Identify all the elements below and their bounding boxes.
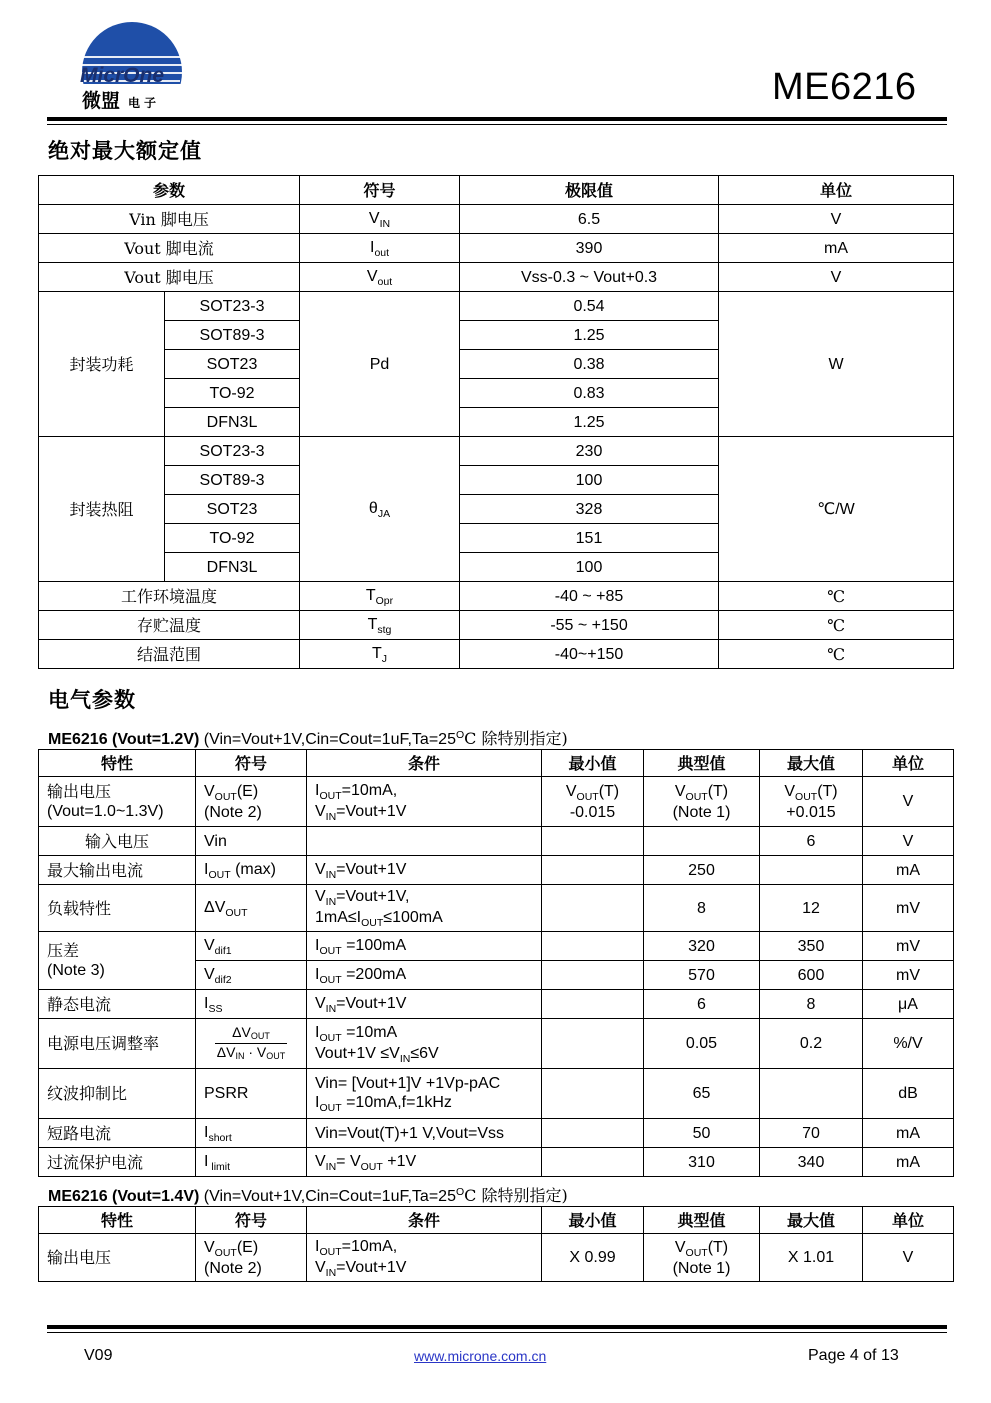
param-cell: 存贮温度 <box>39 611 300 640</box>
condition-cell: $I_{OUT}=10mA$, $V_{IN}=Vout+1V$ <box>307 1234 542 1282</box>
max-cell: 340 <box>760 1148 863 1177</box>
typ-cell: 65 <box>644 1069 760 1119</box>
min-cell <box>542 1148 644 1177</box>
unit-cell: V <box>719 263 954 292</box>
header-rule <box>47 117 947 121</box>
col-header-symbol: 符号 <box>196 1207 307 1234</box>
param-cell: Vout 脚电流 <box>39 234 300 263</box>
table-row <box>39 234 954 263</box>
col-header-char: 特性 <box>39 750 196 777</box>
condition-cell: $I_{OUT} =200mA$ <box>307 961 542 990</box>
typ-cell: 8 <box>644 885 760 932</box>
char-cell: 输出电压 <box>39 1234 196 1282</box>
typ-cell <box>644 827 760 856</box>
symbol-cell: $T_{stg}$ <box>300 611 460 640</box>
char-cell: 静态电流 <box>39 990 196 1019</box>
value-cell: 100 <box>460 466 719 495</box>
value-cell: 390 <box>460 234 719 263</box>
symbol-cell: $T_J$ <box>300 640 460 669</box>
char-cell: 输出电压 (Vout=1.0~1.3V) <box>39 777 196 827</box>
table-row <box>39 932 954 961</box>
col-header-symbol: 符号 <box>196 750 307 777</box>
char-cell: 输入电压 <box>39 827 196 856</box>
microne-logo <box>78 20 190 112</box>
col-header-char: 特性 <box>39 1207 196 1234</box>
min-cell <box>542 961 644 990</box>
min-cell: $V_{OUT}(T)$ -0.015 <box>542 777 644 827</box>
symbol-cell: $I_{out}$ <box>300 234 460 263</box>
col-header-symbol: 符号 <box>300 176 460 205</box>
col-header-condition: 条件 <box>307 1207 542 1234</box>
typ-cell: 570 <box>644 961 760 990</box>
package-cell: SOT89-3 <box>165 466 300 495</box>
table-row <box>39 990 954 1019</box>
unit-cell: mV <box>863 961 954 990</box>
value-cell: Vss-0.3 ~ Vout+0.3 <box>460 263 719 292</box>
max-cell: 12 <box>760 885 863 932</box>
table-row <box>39 611 954 640</box>
logo-wordmark: MicrOne <box>80 64 165 87</box>
symbol-cell: $I_{short}$ <box>196 1119 307 1148</box>
table-row <box>39 1019 954 1069</box>
unit-cell: %/V <box>863 1019 954 1069</box>
table-row <box>39 582 954 611</box>
char-cell: 最大输出电流 <box>39 856 196 885</box>
symbol-cell: $I_{SS}$ <box>196 990 307 1019</box>
unit-cell: ℃ <box>719 640 954 669</box>
package-cell: SOT89-3 <box>165 321 300 350</box>
col-header-max: 最大值 <box>760 750 863 777</box>
package-cell: SOT23 <box>165 350 300 379</box>
symbol-cell: $V_{dif1}$ <box>196 932 307 961</box>
unit-cell: mA <box>863 856 954 885</box>
max-cell: 6 <box>760 827 863 856</box>
char-cell: 过流保护电流 <box>39 1148 196 1177</box>
table-row <box>39 885 954 932</box>
symbol-cell: $V_{OUT}(E)$ (Note 2) <box>196 1234 307 1282</box>
doc-title: ME6216 <box>772 66 917 108</box>
condition-cell: $V_{IN}=Vout+1V$ <box>307 856 542 885</box>
max-cell: $V_{OUT}(T)$ +0.015 <box>760 777 863 827</box>
symbol-cell: Pd <box>300 292 460 437</box>
col-header-param: 参数 <box>39 176 300 205</box>
typ-cell: $V_{OUT}(T)$ (Note 1) <box>644 777 760 827</box>
package-cell: DFN3L <box>165 408 300 437</box>
table-row <box>39 205 954 234</box>
char-cell: 压差 (Note 3) <box>39 932 196 990</box>
col-header-min: 最小值 <box>542 750 644 777</box>
value-cell: -55 ~ +150 <box>460 611 719 640</box>
min-cell <box>542 885 644 932</box>
package-cell: SOT23-3 <box>165 437 300 466</box>
value-cell: -40~+150 <box>460 640 719 669</box>
condition-cell: $I_{OUT} =100mA$ <box>307 932 542 961</box>
value-cell: 100 <box>460 553 719 582</box>
unit-cell: W <box>719 292 954 437</box>
table-row <box>39 777 954 827</box>
symbol-cell: $\Delta V_{OUT}$ <box>196 885 307 932</box>
typ-cell: 0.05 <box>644 1019 760 1069</box>
max-cell: 0.2 <box>760 1019 863 1069</box>
min-cell <box>542 932 644 961</box>
test-conditions-2: ME6216 (Vout=1.4V) ($Vin=Vout+1V,Cin=Cout=1uF,Ta=25^OC$ 除特别指定) <box>48 1186 568 1205</box>
symbol-cell: $T_{Opr}$ <box>300 582 460 611</box>
unit-cell: ℃ <box>719 611 954 640</box>
elec-header-row <box>39 1207 954 1234</box>
value-cell: 0.38 <box>460 350 719 379</box>
condition-cell: $V_{IN}=Vout+1V$ <box>307 990 542 1019</box>
min-cell <box>542 1119 644 1148</box>
unit-cell: V <box>863 1234 954 1282</box>
symbol-cell: I $_{limit}$ <box>196 1148 307 1177</box>
table-row <box>39 640 954 669</box>
symbol-cell <box>196 1019 307 1069</box>
elec-table-1v2 <box>38 749 954 1177</box>
symbol-cell: $V_{out}$ <box>300 263 460 292</box>
table-row <box>39 1148 954 1177</box>
col-header-unit: 单位 <box>863 750 954 777</box>
package-cell: TO-92 <box>165 524 300 553</box>
value-cell: 0.54 <box>460 292 719 321</box>
table-row <box>39 1119 954 1148</box>
abs-max-table <box>38 175 954 669</box>
table-row <box>39 827 954 856</box>
table-row <box>39 292 954 321</box>
elec-header-row <box>39 750 954 777</box>
param-cell: 工作环境温度 <box>39 582 300 611</box>
unit-cell: mA <box>863 1119 954 1148</box>
typ-cell: 250 <box>644 856 760 885</box>
value-cell: 1.25 <box>460 408 719 437</box>
char-cell: 短路电流 <box>39 1119 196 1148</box>
symbol-cell: $V_{dif2}$ <box>196 961 307 990</box>
line-reg-fraction: $\frac{\text{ΔVOUT}}{\text{ΔVIN · VOUT}}$ <box>216 1024 286 1061</box>
symbol-cell: $V_{IN}$ <box>300 205 460 234</box>
typ-cell: $V_{OUT}(T)$ (Note 1) <box>644 1234 760 1282</box>
table-row <box>39 263 954 292</box>
symbol-cell: $I_{OUT}$ (max) <box>196 856 307 885</box>
param-cell: 封装功耗 <box>39 292 165 437</box>
value-cell: -40 ~ +85 <box>460 582 719 611</box>
footer-rule <box>47 1325 947 1329</box>
max-cell: 70 <box>760 1119 863 1148</box>
package-cell: DFN3L <box>165 553 300 582</box>
col-header-typ: 典型值 <box>644 1207 760 1234</box>
value-cell: 230 <box>460 437 719 466</box>
typ-cell: 320 <box>644 932 760 961</box>
param-cell: 结温范围 <box>39 640 300 669</box>
char-cell: 电源电压调整率 <box>39 1019 196 1069</box>
char-cell: 负载特性 <box>39 885 196 932</box>
condition-cell: $V_{IN}=Vout+1V$, $1mA\le I_{OUT}\le 100mA$ <box>307 885 542 932</box>
section-title-elec: 电气参数 <box>48 687 136 712</box>
condition-cell: $V_{IN}= V_{OUT} +1V$ <box>307 1148 542 1177</box>
symbol-cell: Vin <box>196 827 307 856</box>
unit-cell: ℃/W <box>719 437 954 582</box>
unit-cell: mA <box>719 234 954 263</box>
test-conditions-1: ME6216 (Vout=1.2V) ($Vin=Vout+1V,Cin=Cout=1uF,Ta=25^OC$ 除特别指定) <box>48 729 568 748</box>
param-cell: Vin 脚电压 <box>39 205 300 234</box>
value-cell: 6.5 <box>460 205 719 234</box>
min-cell <box>542 827 644 856</box>
value-cell: 0.83 <box>460 379 719 408</box>
unit-cell: V <box>719 205 954 234</box>
col-header-limit: 极限值 <box>460 176 719 205</box>
typ-cell: 6 <box>644 990 760 1019</box>
unit-cell: mV <box>863 932 954 961</box>
max-cell: 8 <box>760 990 863 1019</box>
max-cell <box>760 856 863 885</box>
unit-cell: μA <box>863 990 954 1019</box>
table-row <box>39 437 954 466</box>
abs-max-header-row <box>39 176 954 205</box>
col-header-min: 最小值 <box>542 1207 644 1234</box>
condition-cell: Vin= [Vout+1]V +1Vp-pAC $I_{OUT} =10mA,f=1kHz$ <box>307 1069 542 1119</box>
logo-cn-small: 电子 <box>128 96 161 110</box>
param-cell: 封装热阻 <box>39 437 165 582</box>
col-header-max: 最大值 <box>760 1207 863 1234</box>
logo-cn: 微盟 <box>82 90 121 112</box>
value-cell: 328 <box>460 495 719 524</box>
min-cell <box>542 856 644 885</box>
elec-table-1v4 <box>38 1206 954 1282</box>
value-cell: 151 <box>460 524 719 553</box>
value-cell: 1.25 <box>460 321 719 350</box>
footer-website-link[interactable]: www.microne.com.cn <box>414 1348 547 1364</box>
footer-version: V09 <box>84 1347 113 1364</box>
section-title-abs-max: 绝对最大额定值 <box>48 138 202 163</box>
header-rule-thin <box>47 124 947 125</box>
max-cell: 350 <box>760 932 863 961</box>
max-cell: 600 <box>760 961 863 990</box>
max-cell <box>760 1069 863 1119</box>
condition-cell: $I_{OUT} =10mA$ Vout+1V $\le V_{IN}\le 6V$ <box>307 1019 542 1069</box>
min-cell: X 0.99 <box>542 1234 644 1282</box>
package-cell: TO-92 <box>165 379 300 408</box>
col-header-unit: 单位 <box>863 1207 954 1234</box>
table-row <box>39 856 954 885</box>
symbol-cell: PSRR <box>196 1069 307 1119</box>
min-cell <box>542 1069 644 1119</box>
symbol-cell: $\theta_{JA}$ <box>300 437 460 582</box>
condition-cell: $I_{OUT}=10mA$, $V_{IN}=Vout+1V$ <box>307 777 542 827</box>
package-cell: SOT23-3 <box>165 292 300 321</box>
max-cell: X 1.01 <box>760 1234 863 1282</box>
char-cell: 纹波抑制比 <box>39 1069 196 1119</box>
unit-cell: dB <box>863 1069 954 1119</box>
table-row <box>39 1069 954 1119</box>
col-header-unit: 单位 <box>719 176 954 205</box>
condition-cell: Vin=Vout(T)+1 V,Vout=Vss <box>307 1119 542 1148</box>
symbol-cell: $V_{OUT}(E)$ (Note 2) <box>196 777 307 827</box>
param-cell: Vout 脚电压 <box>39 263 300 292</box>
min-cell <box>542 990 644 1019</box>
footer-page-number: Page 4 of 13 <box>808 1347 899 1364</box>
typ-cell: 50 <box>644 1119 760 1148</box>
footer-rule-thin <box>47 1332 947 1333</box>
package-cell: SOT23 <box>165 495 300 524</box>
col-header-typ: 典型值 <box>644 750 760 777</box>
table-row <box>39 1234 954 1282</box>
unit-cell: mV <box>863 885 954 932</box>
col-header-condition: 条件 <box>307 750 542 777</box>
unit-cell: mA <box>863 1148 954 1177</box>
min-cell <box>542 1019 644 1069</box>
unit-cell: ℃ <box>719 582 954 611</box>
typ-cell: 310 <box>644 1148 760 1177</box>
unit-cell: V <box>863 777 954 827</box>
unit-cell: V <box>863 827 954 856</box>
condition-cell <box>307 827 542 856</box>
logo-graphic <box>78 20 190 112</box>
